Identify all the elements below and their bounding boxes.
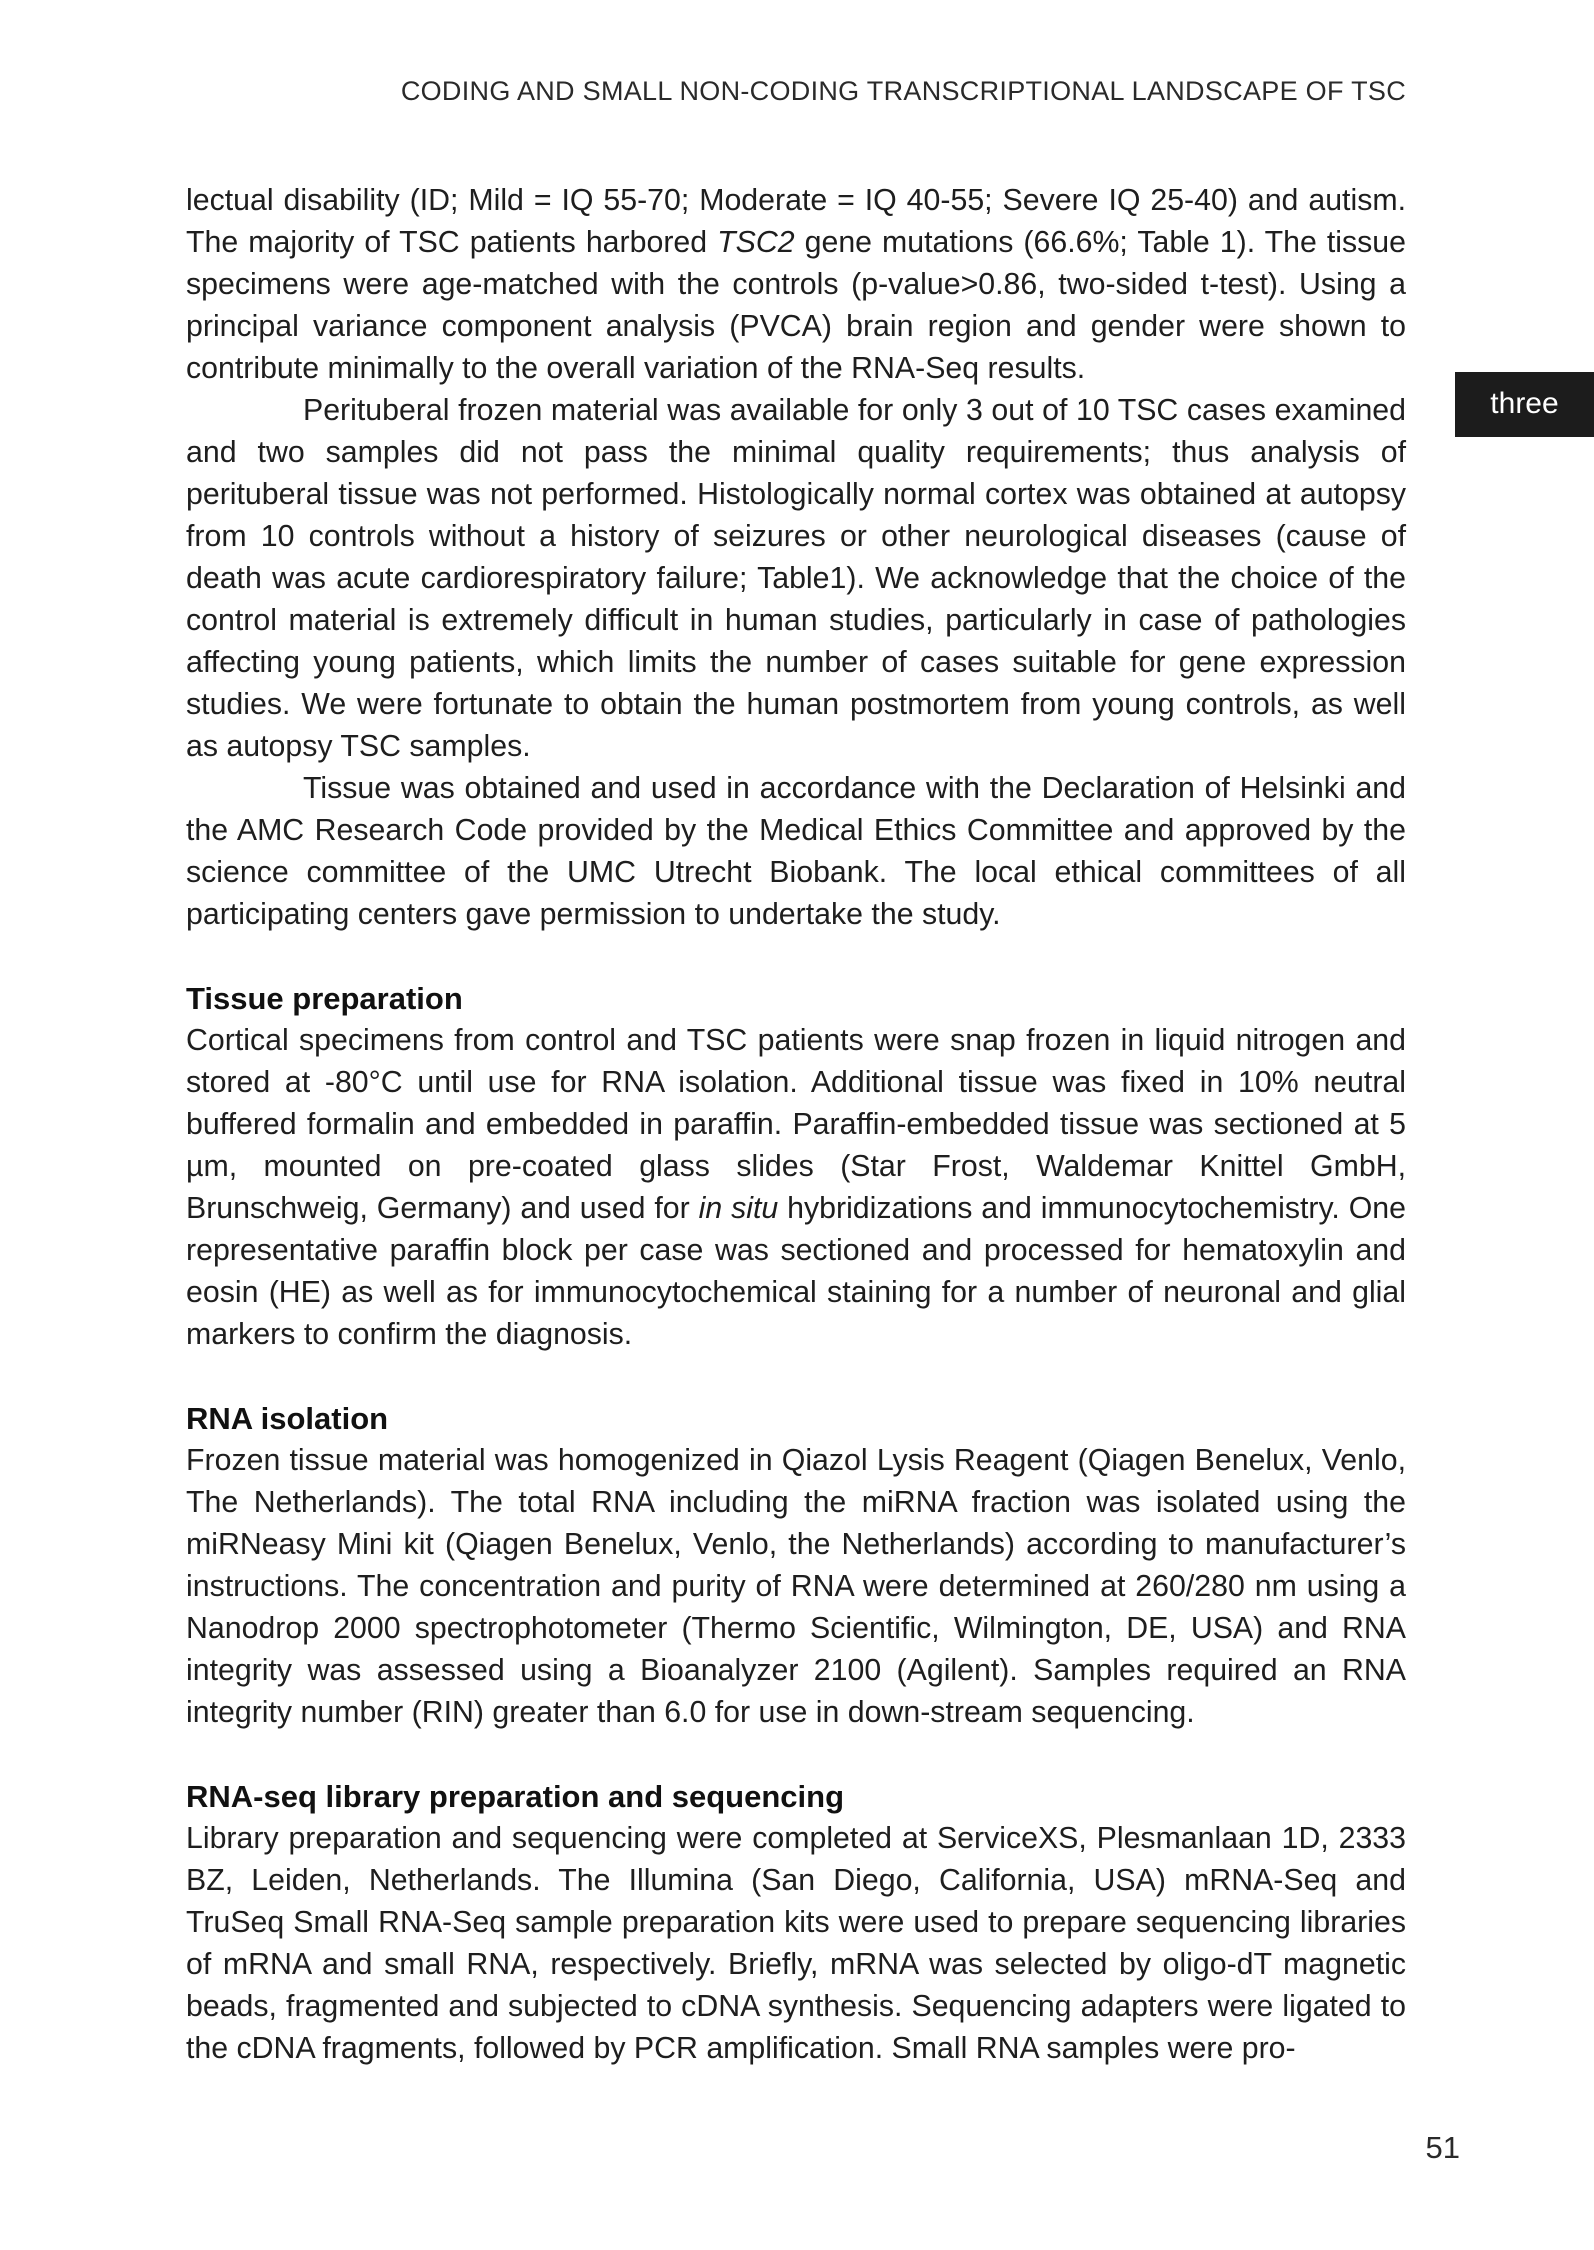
paragraph-demographics (186, 180, 1406, 390)
section-spacer (186, 936, 1406, 978)
section-heading-tissue-preparation: Tissue preparation (186, 981, 463, 1016)
chapter-tab: three (1455, 372, 1594, 437)
article-body (186, 180, 1406, 2070)
italic-term: in situ (698, 1192, 779, 1225)
page-number: 51 (1425, 2130, 1460, 2165)
text-run: lectual disability (ID; Mild = IQ 55-70; Moderate = IQ 40-55; Severe IQ 25-40) and autism. The majority of TSC patients harbored (186, 184, 1406, 259)
paragraph-ethics: Tissue was obtained and used in accordance with the Declaration of Helsinki and the AMC Research Code provided by the Medical Ethics Committee and approved by the science committee of the UMC Utrecht Biobank. The local ethical committees of all participating centers gave permission to undertake the study. (186, 772, 1406, 931)
paragraph-rna-isolation: Frozen tissue material was homogenized in Qiazol Lysis Reagent (Qiagen Benelux, Venlo, The Netherlands). The total RNA including the miRNA fraction was isolated using the miRNeasy Mini kit (Qiagen Benelux, Venlo, the Netherlands) according to manufacturer’s instructions. The concentration and purity of RNA were determined at 260/280 nm using a Nanodrop 2000 spectrophotometer (Thermo Scientific, Wilmington, DE, USA) and RNA integrity was assessed using a Bioanalyzer 2100 (Agilent). Samples required an RNA integrity number (RIN) greater than 6.0 for use in down-stream sequencing. (186, 1444, 1406, 1729)
text-run: Cortical specimens from control and TSC patients were snap frozen in liquid nitrogen and stored at -80°C until use for RNA isolation. Additional tissue was fixed in 10% neutral buffered formalin and embedded in paraffin. Paraffin-embedded tissue was sectioned at 5 µm, mounted on pre-coated glass slides (Star Frost, Waldemar Knittel GmbH, Brunschweig, Germany) and used for (186, 1024, 1406, 1225)
section-spacer (186, 1356, 1406, 1398)
paragraph-rnaseq: Library preparation and sequencing were completed at ServiceXS, Plesmanlaan 1D, 2333 BZ, Leiden, Netherlands. The Illumina (San Diego, California, USA) mRNA-Seq and TruSeq Small RNA-Seq sample preparation kits were used to prepare sequencing libraries of mRNA and small RNA, respectively. Briefly, mRNA was selected by oligo-dT magnetic beads, fragmented and subjected to cDNA synthesis. Sequencing adapters were ligated to the cDNA fragments, followed by PCR amplification. Small RNA samples were pro- (186, 1822, 1406, 2065)
text-run: hybridizations and immunocytochemistry. One representative paraffin block per case was sectioned and processed for hematoxylin and eosin (HE) as well as for immunocytochemical staining for a number of neuronal and glial markers to confirm the diagnosis. (186, 1192, 1406, 1351)
section-heading-rnaseq: RNA-seq library preparation and sequencing (186, 1779, 845, 1814)
running-header: CODING AND SMALL NON-CODING TRANSCRIPTIONAL LANDSCAPE OF TSC (400, 76, 1406, 106)
section-spacer (186, 1734, 1406, 1776)
paragraph-perituberal: Perituberal frozen material was available for only 3 out of 10 TSC cases examined and two samples did not pass the minimal quality requirements; thus analysis of perituberal tissue was not performed. Histologically normal cortex was obtained at autopsy from 10 controls without a history of seizures or other neurological diseases (cause of death was acute cardiorespiratory failure; Table1). We acknowledge that the choice of the control material is extremely difficult in human studies, particularly in case of pathologies affecting young patients, which limits the number of cases suitable for gene expression studies. We were fortunate to obtain the human postmortem from young controls, as well as autopsy TSC samples. (186, 394, 1406, 763)
gene-name: TSC2 (717, 226, 795, 259)
paragraph-tissue-preparation (186, 1020, 1406, 1356)
section-heading-rna-isolation: RNA isolation (186, 1401, 389, 1436)
text-run: gene mutations (66.6%; Table 1). The tissue specimens were age-matched with the controls (p-value>0.86, two-sided t-test). Using a principal variance component analysis (PVCA) brain region and gender were shown to contribute minimally to the overall variation of the RNA-Seq results. (186, 226, 1406, 385)
